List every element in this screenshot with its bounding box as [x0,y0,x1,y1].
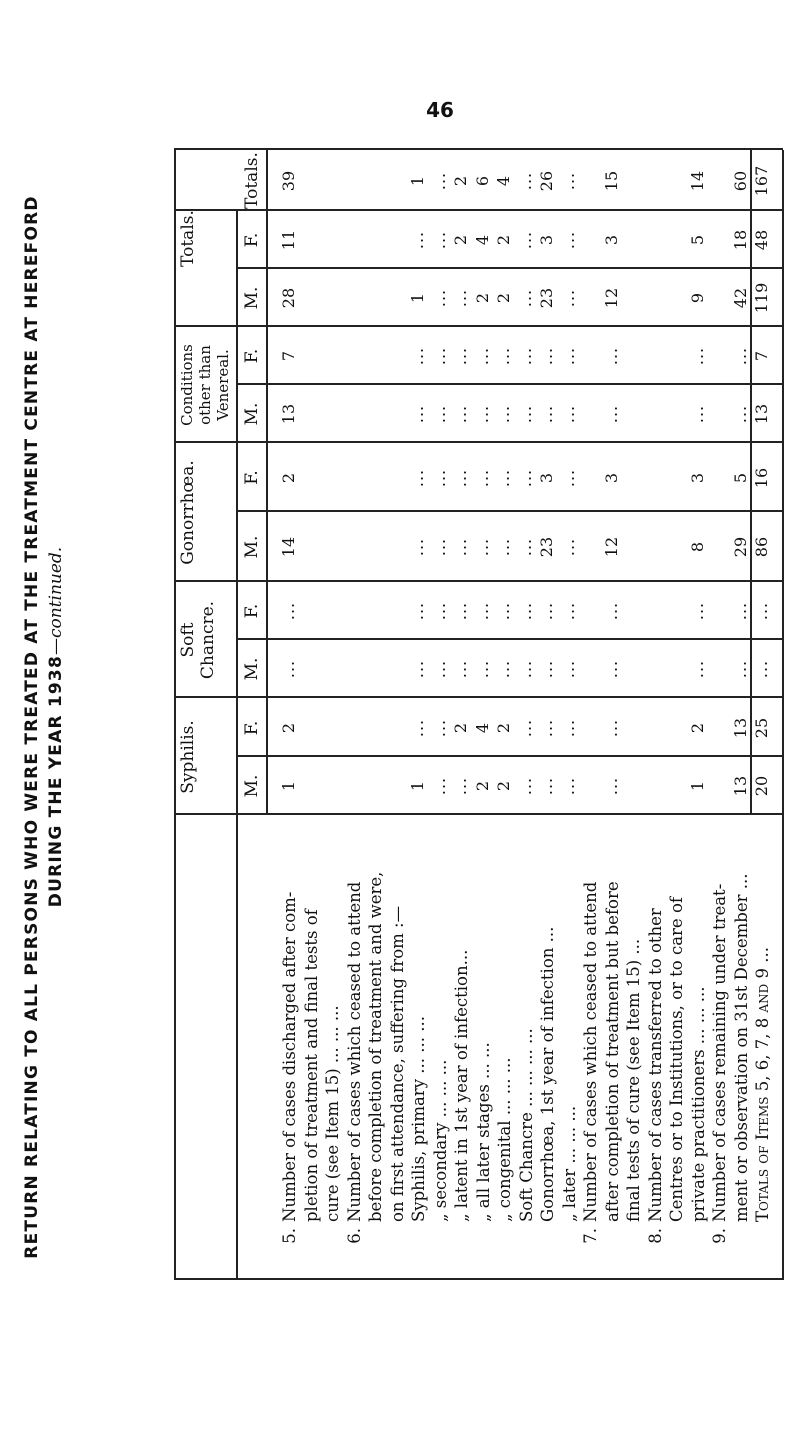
row-text: Number of cases which ceased to attend [581,881,600,1222]
table-cell: ... [429,346,449,366]
table-cell: ... [494,468,513,488]
table-cell: ... [408,718,427,738]
table-cell: 42 [730,287,750,309]
table-cell: ... [515,404,535,424]
row-text: „ later ... ... ... [559,1105,579,1222]
header-underline [236,210,238,1280]
table-cell: ... [515,346,535,366]
table-cell: ... [537,404,556,424]
table-cell: ... [472,468,492,488]
table-cell: 26 [537,170,556,192]
table-cell: ... [279,601,298,621]
row-text: Number of cases discharged after com- [280,891,299,1222]
table-cell: 15 [601,170,621,192]
sub-f: F. [242,348,262,364]
table-cell: 1 [408,175,427,187]
table-cell: 2 [687,722,707,734]
group-soft-chancre: Soft Chancre. [178,600,218,680]
table-cell: ... [730,346,750,366]
row-label [603,742,622,1222]
row-text: pletion of treatment and final tests of [301,909,321,1222]
row-label [753,742,772,1222]
table-cell: ... [451,404,470,424]
row-text: Centres or to Institutions, or to care of [667,897,686,1222]
sub-f: F. [242,232,262,248]
row-label [474,742,493,1222]
table-cell: ... [408,537,427,557]
row-text: „ secondary ... ... ... [430,1059,450,1222]
table-cell: ... [558,537,578,557]
table-cell: 13 [279,403,298,425]
row-label [517,742,536,1222]
row-label [452,742,471,1222]
table-cell: ... [537,718,556,738]
table-cell: ... [537,776,556,796]
table-cell: 119 [752,282,771,314]
table-cell: 2 [472,780,492,792]
table-cell: ... [515,230,535,250]
table-cell: 39 [279,170,298,192]
table-cell: ... [601,404,621,424]
table-cell: ... [558,776,578,796]
sub-m: M. [242,657,262,681]
table-cell: ... [494,346,513,366]
table-cell: 2 [494,234,513,246]
table-cell: ... [515,601,535,621]
table-cell: ... [494,601,513,621]
table-cell: ... [451,537,470,557]
table-cell: 2 [451,234,470,246]
row-text: „ all later stages ... ... [473,1042,493,1222]
table-cell: ... [558,659,578,679]
table-cell: ... [558,468,578,488]
div-gon-mf [236,510,783,512]
row-label [581,742,600,1244]
table-cell: 1 [687,780,707,792]
table-cell: 3 [687,472,707,484]
totals-rule [750,150,752,815]
row-label [732,742,751,1222]
table-cell: 25 [752,717,771,739]
table-cell: 11 [279,229,298,251]
table-cell: 1 [408,780,427,792]
table-cell: ... [429,601,449,621]
page-number: 46 [426,98,454,122]
table-cell: ... [752,659,771,679]
table-cell: ... [515,171,535,191]
table-cell: ... [515,776,535,796]
table-cell: 7 [279,350,298,362]
table-cell: ... [408,659,427,679]
subheader-underline [266,150,268,815]
table-cell: ... [494,404,513,424]
table-cell: 167 [752,165,771,197]
table-cell: 60 [730,170,750,192]
row-label [645,742,665,1244]
row-text: after completion of treatment but before [602,881,622,1222]
sub-m: M. [242,535,262,559]
table-cell: ... [537,601,556,621]
table-cell: ... [730,404,750,424]
table-cell: 23 [537,536,556,558]
table-cell: 2 [494,292,513,304]
table-cell: ... [687,659,707,679]
table-cell: 3 [537,234,556,246]
row-number: 7. [581,1228,600,1244]
row-text: private practitioners ... ... ... [688,986,708,1222]
row-text: „ congenital ... ... ... [495,1057,514,1222]
row-number: 9. [710,1228,729,1244]
row-text: „ latent in 1st year of infection... [452,949,471,1222]
table-cell: ... [472,537,492,557]
table-cell: ... [558,601,578,621]
sub-f: F. [242,720,262,736]
table-cell: 2 [279,472,298,484]
row-text: Number of cases which ceased to attend [344,881,364,1222]
row-text: Number of cases transferred to other [645,908,665,1222]
table-cell: ... [451,468,470,488]
table-cell: ... [429,230,449,250]
row-text: Gonorrhœa, 1st year of infection ... [538,926,557,1222]
row-number: 8. [645,1228,665,1244]
row-label [388,742,407,1222]
table-cell: 12 [601,536,621,558]
table-cell: 29 [730,536,750,558]
table-cell: ... [558,404,578,424]
row-number: 6. [344,1228,364,1244]
table-cell: ... [687,601,707,621]
table-cell: 12 [601,287,621,309]
table-cell: 2 [279,722,298,734]
table-cell: ... [451,288,470,308]
table-cell: 4 [472,722,492,734]
table-cell: ... [279,659,298,679]
table-cell: ... [429,718,449,738]
table-cell: ... [429,537,449,557]
table-cell: ... [472,659,492,679]
table-cell: ... [558,288,578,308]
table-cell: ... [451,601,470,621]
row-text: ment or observation on 31st December ... [731,873,751,1222]
row-label [344,742,364,1244]
row-text: cure (see Item 15) ... ... ... [323,1005,342,1222]
table-cell: ... [408,230,427,250]
table-cell: 6 [472,175,492,187]
table-cell: 3 [537,472,556,484]
page-subtitle [46,0,66,1454]
left-rule [174,1278,783,1280]
table-cell: ... [429,659,449,679]
table-cell: ... [408,346,427,366]
row-number: 5. [280,1228,299,1244]
table-cell: ... [429,468,449,488]
table-cell: 2 [472,292,492,304]
row-label [624,742,643,1222]
table-cell: ... [429,288,449,308]
table-cell: 2 [451,175,470,187]
table-cell: 5 [687,234,707,246]
table-cell: 5 [730,472,750,484]
row-label [689,742,708,1222]
table-cell: ... [537,659,556,679]
page-title [22,0,42,1454]
row-text: final tests of cure (see Item 15) ... [624,938,643,1222]
row-label [710,742,729,1244]
table-cell: 20 [752,775,771,797]
group-conditions: Conditions other than Venereal. [178,344,232,426]
title-line-1: RETURN RELATING TO ALL PERSONS WHO WERE TREATED AT THE TREATMENT CENTRE AT HEREFORD [22,195,42,1259]
table-cell: ... [515,288,535,308]
row-label [667,742,686,1222]
table-cell: ... [408,601,427,621]
table-cell: ... [730,659,750,679]
table-cell: ... [429,171,449,191]
table-cell: 13 [730,717,750,739]
group-totals: Totals. [178,210,198,267]
sub-m: M. [242,402,262,426]
table-cell: ... [472,601,492,621]
title-line-2: DURING THE YEAR 1938 [46,655,66,908]
table-cell: ... [537,346,556,366]
table-cell: ... [515,468,535,488]
table-cell: ... [687,404,707,424]
table-cell: ... [429,776,449,796]
table-cell: ... [601,346,621,366]
table-cell: 86 [752,536,771,558]
bottom-rule [782,150,784,1280]
row-label [495,742,514,1222]
table-cell: 14 [279,536,298,558]
table-cell: 48 [752,229,771,251]
group-gonorrhoea: Gonorrhœa. [178,460,198,565]
sub-m: M. [242,286,262,310]
table-cell: ... [408,468,427,488]
table-cell: 7 [752,350,771,362]
table-cell: 4 [472,234,492,246]
table-cell: 1 [408,292,427,304]
table-cell: ... [558,171,578,191]
table-cell: ... [687,346,707,366]
table-cell: 2 [494,722,513,734]
sub-f: F. [242,603,262,619]
table-cell: 4 [494,175,513,187]
table-cell: 2 [494,780,513,792]
table-cell: ... [494,537,513,557]
row-label [366,742,385,1222]
title-continued: —continued. [46,546,66,656]
table-cell: ... [451,659,470,679]
table-cell: ... [558,346,578,366]
table-cell: ... [515,659,535,679]
table-cell: 16 [752,467,771,489]
table-cell: 2 [451,722,470,734]
top-rule [174,150,176,1280]
table-cell: ... [601,776,621,796]
table-cell: 13 [752,403,771,425]
row-text: before completion of treatment and were, [366,871,385,1222]
row-text: Totals of Items 5, 6, 7, 8 and 9 ... [753,947,772,1222]
table-cell: ... [730,601,750,621]
row-text: on first attendance, suffering from :— [387,905,407,1222]
table-cell: 3 [601,472,621,484]
table-cell: 18 [730,229,750,251]
table-cell: ... [451,346,470,366]
table-cell: ... [558,230,578,250]
table-cell: ... [408,404,427,424]
table-cell: ... [451,776,470,796]
sub-totals: Totals. [242,152,262,209]
table-cell: ... [515,718,535,738]
table-cell: ... [429,404,449,424]
row-label [302,742,321,1222]
row-text: Syphilis, primary ... ... ... [409,1016,428,1222]
table-cell: ... [472,346,492,366]
table-cell: ... [494,659,513,679]
table-cell: ... [601,718,621,738]
table-cell: 13 [730,775,750,797]
table-cell: ... [558,718,578,738]
table-cell: ... [472,404,492,424]
table-cell: 23 [537,287,556,309]
row-label [538,742,557,1222]
table-cell: 9 [687,292,707,304]
group-syphilis: Syphilis. [178,720,198,794]
row-label [560,742,579,1222]
sub-m: M. [242,774,262,798]
table-cell: ... [515,537,535,557]
row-label [323,742,342,1222]
table-cell: ... [752,601,771,621]
table-cell: ... [601,659,621,679]
row-label [280,742,299,1244]
table-cell: 14 [687,170,707,192]
row-label [431,742,450,1222]
sub-f: F. [242,470,262,485]
table-cell: 3 [601,234,621,246]
table-cell: 8 [687,541,707,553]
table-cell: 1 [279,780,298,792]
table-cell: ... [601,601,621,621]
row-label [409,742,428,1222]
table-cell: 28 [279,287,298,309]
row-text: Soft Chancre ... ... ... ... [516,1028,536,1222]
row-text: Number of cases remaining under treat- [710,883,729,1222]
